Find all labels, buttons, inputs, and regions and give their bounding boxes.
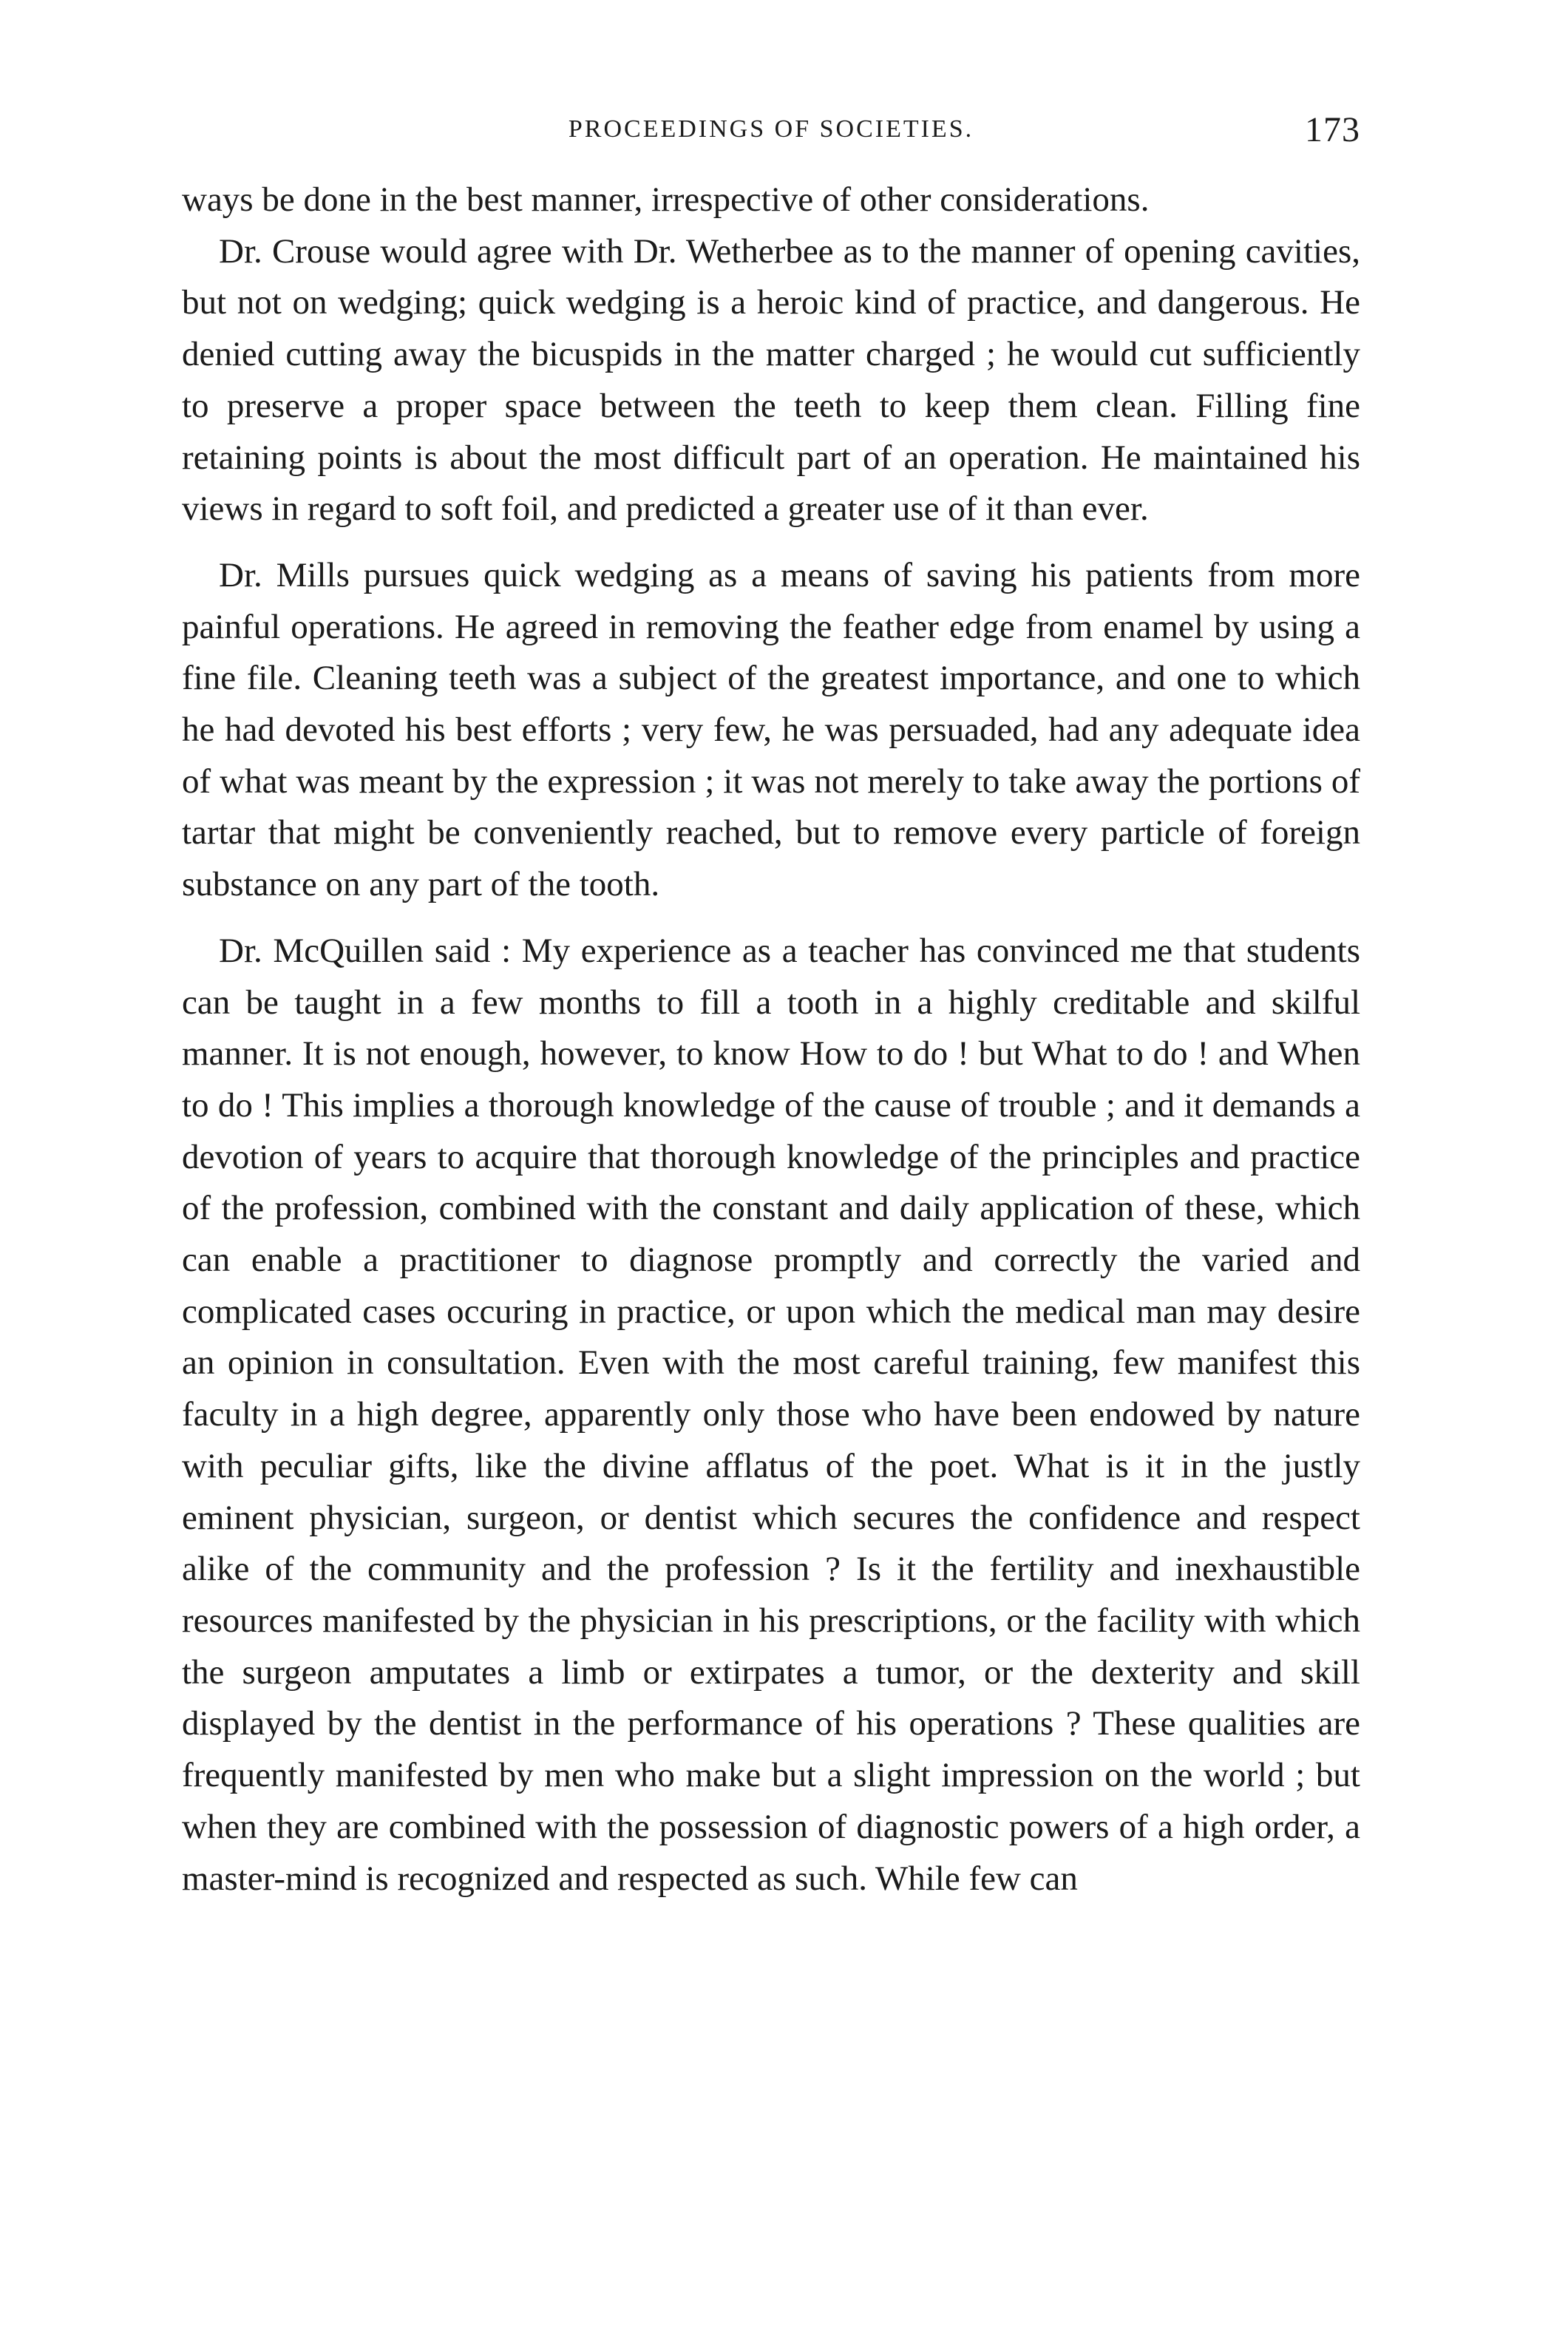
- body-text: [182, 174, 1360, 1905]
- paragraph-crouse: Dr. Crouse would agree with Dr. Wetherbee as to the manner of opening cavities, but not on wedging; quick wedging is a heroic kind of practice, and dangerous. He denied cutting away the bicuspids in the matter charged ; he would cut sufficiently to preserve a proper space between the teeth to keep them clean. Filling fine retaining points is about the most difficult part of an operation. He maintained his views in regard to soft foil, and predicted a greater use of it than ever.: [182, 231, 1360, 529]
- paragraph-continuation: ways be done in the best manner, irrespective of other considerations.: [182, 180, 1150, 219]
- running-title: PROCEEDINGS OF SOCIETIES.: [568, 115, 974, 143]
- page-number: 173: [1305, 110, 1360, 149]
- paragraph-mills: Dr. Mills pursues quick wedging as a means of saving his patients from more painful operations. He agreed in removing the feather edge from enamel by using a fine file. Cleaning teeth was a subject of the greatest importance, and one to which he had devoted his best efforts ; very few, he was persuaded, had any adequate idea of what was meant by the expression ; it was not merely to take away the portions of tartar that might be conveniently reached, but to remove every particle of foreign substance on any part of the tooth.: [182, 555, 1360, 904]
- paragraph-mcquillen: Dr. McQuillen said : My experience as a teacher has convinced me that students can be taught in a few months to fill a tooth in a highly creditable and skilful manner. It is not enough, however, to know How to do ! but What to do ! and When to do ! This implies a thorough knowledge of the cause of trouble ; and it demands a devotion of years to acquire that thorough knowledge of the principles and practice of the profession, combined with the constant and daily application of these, which can enable a practitioner to diagnose promptly and correctly the varied and complicated cases occuring in practice, or upon which the medical man may desire an opinion in consultation. Even with the most careful training, few manifest this faculty in a high degree, apparently only those who have been endowed by nature with peculiar gifts, like the divine afflatus of the poet. What is it in the justly eminent physician, surgeon, or dentist which secures the confidence and respect alike of the community and the profession ? Is it the fertility and inexhaustible resources manifested by the physician in his prescriptions, or the facility with which the surgeon amputates a limb or extirpates a tumor, or the dexterity and skill displayed by the dentist in the performance of his operations ? These qualities are frequently manifested by men who make but a slight impression on the world ; but when they are combined with the possession of diagnostic powers of a high order, a master-mind is recognized and respected as such. While few can: [182, 931, 1360, 1898]
- running-header: [182, 111, 1360, 152]
